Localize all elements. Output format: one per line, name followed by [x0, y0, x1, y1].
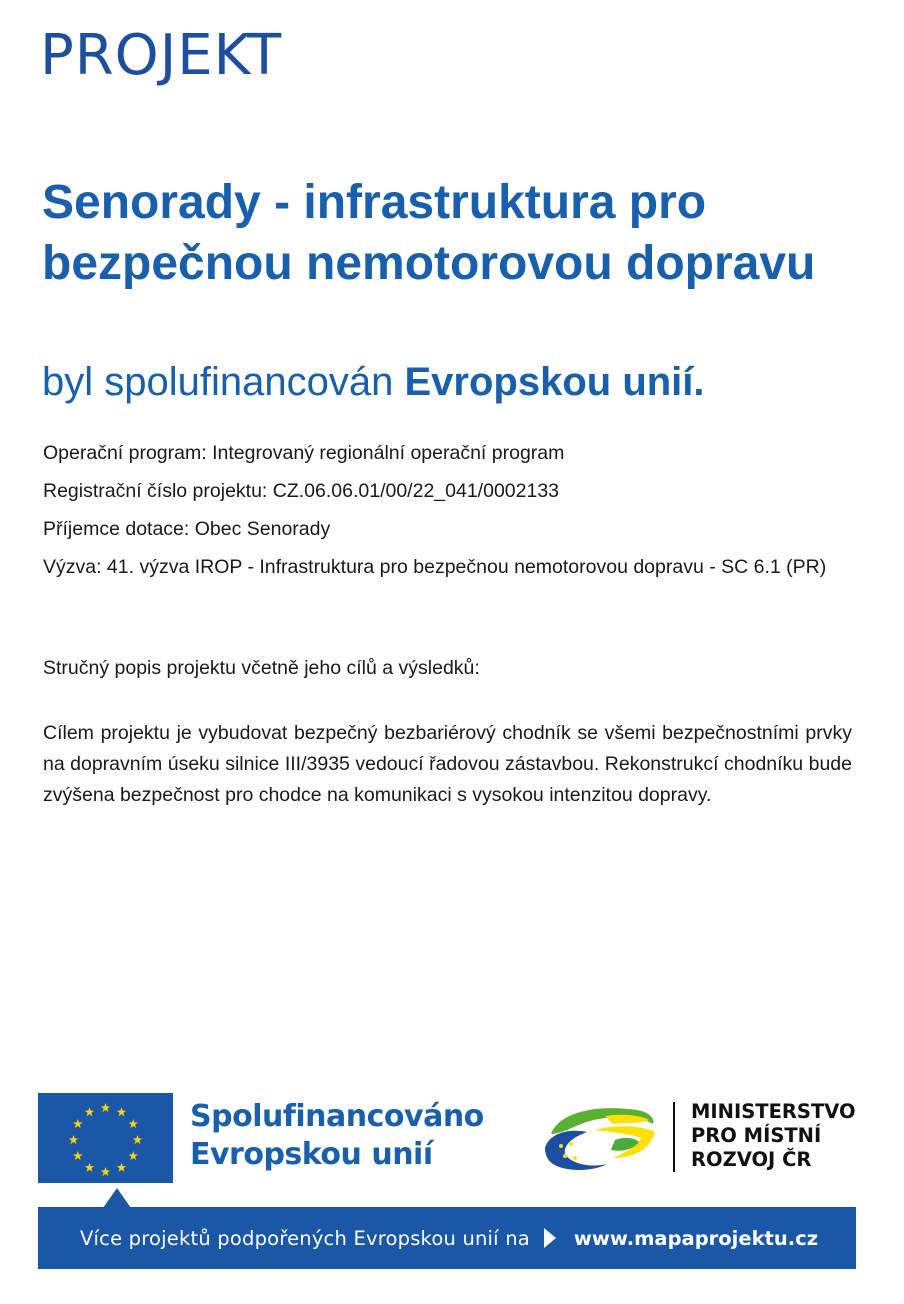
ministry-logo-icon [545, 1104, 657, 1177]
ministry-line-1: MINISTERSTVO [691, 1100, 856, 1123]
bottom-bar [38, 1207, 856, 1269]
operational-program: Operační program: Integrovaný regionální operační program [43, 442, 565, 464]
bottom-bar-text: Více projektů podpořených Evropskou unií na [80, 1226, 530, 1250]
mapaprojektu-link[interactable]: www.mapaprojektu.cz [573, 1226, 819, 1250]
ministry-name [691, 1100, 856, 1172]
eu-flag-logo [38, 1093, 173, 1183]
arrow-right-icon [544, 1228, 556, 1248]
registration-number: Registrační číslo projektu: CZ.06.06.01/00/22_041/0002133 [43, 480, 560, 502]
subtitle-bold: Evropskou unií. [404, 360, 705, 404]
eu-label-line1: Spolufinancováno [190, 1099, 484, 1134]
grant-recipient: Příjemce dotace: Obec Senorady [43, 518, 331, 540]
project-subtitle [42, 357, 705, 407]
ministry-line-3: ROZVOJ ČR [691, 1148, 812, 1171]
ministry-divider [673, 1102, 675, 1172]
project-title: Senorady - infrastruktura pro bezpečnou nemotorovou dopravu [42, 176, 816, 290]
project-info [43, 434, 858, 586]
call-info: Výzva: 41. výzva IROP - Infrastruktura pro bezpečnou nemotorovou dopravu - SC 6.1 (PR) [43, 556, 827, 578]
projekt-heading: PROJEKT [40, 23, 283, 88]
eu-stars-icon [38, 1093, 173, 1183]
eu-label-line2: Evropskou unií [190, 1137, 433, 1172]
eu-cofinanced-label [190, 1098, 484, 1174]
ministry-line-2: PRO MÍSTNÍ [691, 1124, 822, 1147]
description-label: Stručný popis projektu včetně jeho cílů a výsledků: [43, 657, 480, 679]
description-text: Cílem projektu je vybudovat bezpečný bezbariérový chodník se všemi bezpečnostními prvky na dopravním úseku silnice III/3935 vedoucí řadovou zástavbou. Rekonstrukcí chodníku bude zvýšena bezpečnost pro chodce na komunikaci s vysokou intenzitou dopravy. [43, 722, 852, 806]
subtitle-prefix: byl spolufinancován [42, 360, 394, 404]
bottom-bar-tab [103, 1188, 131, 1208]
